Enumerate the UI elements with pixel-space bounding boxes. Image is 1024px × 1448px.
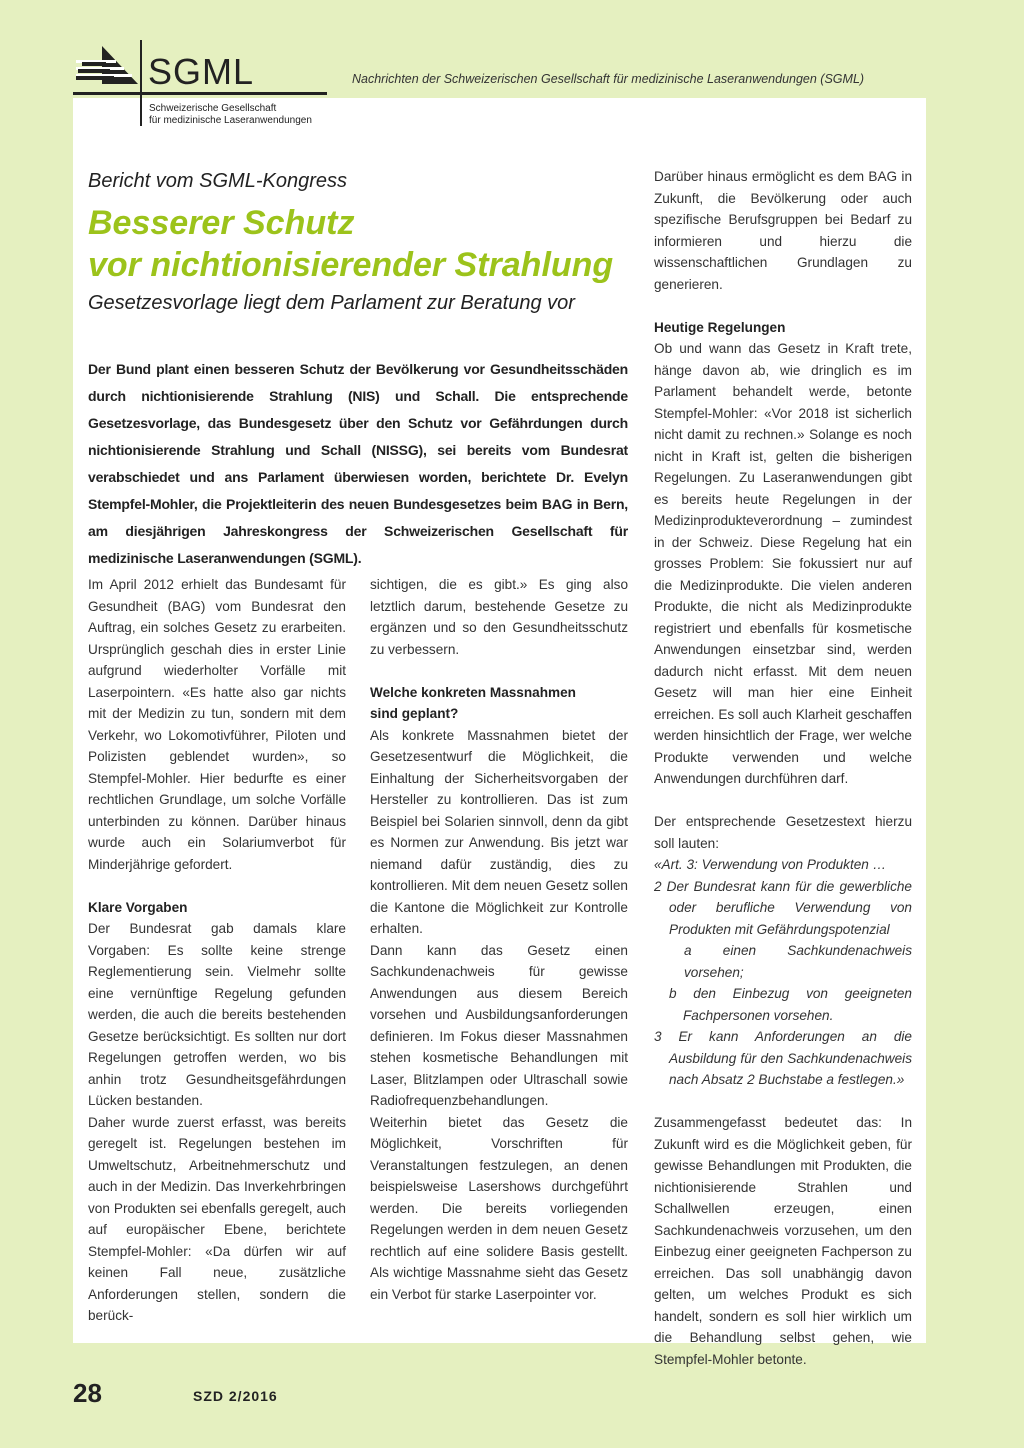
issue-label: SZD 2/2016: [193, 1388, 278, 1404]
headline-line-2: vor nichtionisierender Strahlung: [88, 246, 614, 284]
paragraph: Darüber hinaus ermöglicht es dem BAG in Zukunft, die Bevölkerung oder auch spezifische Berufsgruppen bei Bedarf zu informieren und hierzu die wissenschaftlichen Grundlagen zu generieren.: [654, 169, 912, 292]
paragraph: Zusammengefasst bedeutet das: In Zukunft wird es die Möglichkeit geben, für gewisse Behandlungen mit Produkten, die nichtionisierende Strahlen und Schallwellen erzeugen, einen Sachkundenachweis vorzusehen, um den Einbezug einer geeigneten Fachperson zu erreichen. Das soll unabhängig davon gelten, um welches Produkt es sich handelt, sondern es soll hier wirklich um die Behandlung selbst gehen, wie Stempfel-Mohler betonte.: [654, 1115, 912, 1367]
column-2: [370, 574, 628, 1305]
paragraph: sichtigen, die es gibt.» Es ging also letztlich darum, bestehende Gesetze zu ergänzen und so den Gesundheitsschutz zu verbessern.: [370, 577, 628, 657]
article-subtitle: Gesetzesvorlage liegt dem Parlament zur Beratung vor: [88, 292, 575, 314]
paragraph: Als konkrete Massnahmen bietet der Gesetzesentwurf die Möglichkeit, die Einhaltung der Sicherheitsvorgaben der Hersteller zu kontrollieren. Das ist zum Beispiel bei Solarien sinnvoll, denn da gibt es Normen zur Anwendung. Bis jetzt war niemand dafür zuständig, dies zu kontrollieren. Mit dem neuen Gesetz sollen die Kantone die Möglichkeit zur Kontrolle erhalten.: [370, 727, 628, 936]
logo-divider-vertical: [140, 40, 142, 126]
law-quote-line: a einen Sachkundenachweis vorsehen;: [684, 943, 912, 980]
logo-divider-horizontal: [73, 92, 327, 95]
section-heading-line-1: Welche konkreten Massnahmen: [370, 684, 576, 700]
article-kicker: Bericht vom SGML-Kongress: [88, 170, 347, 192]
page-number: 28: [73, 1378, 102, 1408]
law-quote-line: 2 Der Bundesrat kann für die gewerbliche oder berufliche Verwendung von Produkten mit Gefährdungspotenzial: [654, 878, 912, 937]
logo-subtitle-line-2: für medizinische Laseranwendungen: [149, 115, 312, 126]
headline-line-1: Besserer Schutz: [88, 204, 355, 242]
paragraph: Der Bundesrat gab damals klare Vorgaben: Es sollte keine strenge Reglementierung sein. Vielmehr sollte eine vernünftige Regelung gefunden werden, die auch die bereits bestehenden Gesetze berücksichtigt. Es sollten nur dort Regelungen getroffen werden, wo bis anhin trotz Gesundheitsgefährdungen Lücken bestanden.: [88, 921, 346, 1108]
paragraph: Daher wurde zuerst erfasst, was bereits geregelt ist. Regelungen bestehen im Umweltschutz, Arbeitnehmerschutz und auch in der Medizin. Das Inverkehrbringen von Produkten sei ebenfalls geregelt, auch auf europäischer Ebene, berichtete Stempfel-Mohler: «Da dürfen wir auf keinen Fall neue, zusätzliche Anforderungen stellen, sondern die berück-: [88, 1114, 346, 1323]
column-1: [88, 574, 346, 1327]
paragraph: Im April 2012 erhielt das Bundesamt für Gesundheit (BAG) vom Bundesrat den Auftrag, ein solches Gesetz zu erarbeiten. Ursprünglich geschah dies in erster Linie aufgrund wiederholter Vorfälle mit Laserpointern. «Es hatte also gar nichts mit der Medizin zu tun, sondern mit dem Verkehr, wo Lokomotivführer, Piloten und Polizisten geblendet wurden», so Stempfel-Mohler. Hier bedurfte es einer rechtlichen Grundlage, um solche Vorfälle unterbinden zu können. Darüber hinaus wurde auch ein Solariumverbot für Minderjährige gefordert.: [88, 577, 346, 872]
sgml-logo-icon: [76, 46, 138, 86]
paragraph: Der entsprechende Gesetzestext hierzu soll lauten:: [654, 814, 912, 851]
section-heading: [370, 682, 628, 725]
law-quote-line: «Art. 3: Verwendung von Produkten …: [654, 857, 887, 872]
column-3: [654, 166, 912, 1370]
law-quote-line: b den Einbezug von geeigneten Fachpersonen vorsehen.: [669, 986, 912, 1023]
article-lead: Der Bund plant einen besseren Schutz der Bevölkerung vor Gesundheitsschäden durch nichtionisierende Strahlung (NIS) und Schall. Die entsprechende Gesetzesvorlage, das Bundesgesetz über den Schutz vor Gefährdungen durch nichtionisierende Strahlung und Schall (NISSG), sei bereits vom Bundesrat verabschiedet und ans Parlament überwiesen worden, berichtete Dr. Evelyn Stempfel-Mohler, die Projektleiterin des neuen Bundesgesetzes beim BAG in Bern, am diesjährigen Jahreskongress der Schweizerischen Gesellschaft für medizinische Laseranwendungen (SGML).: [88, 361, 628, 566]
paragraph: Weiterhin bietet das Gesetz die Möglichkeit, Vorschriften für Veranstaltungen festzulegen, an denen beispielsweise Lasershows durchgeführt werden. Die bereits vorliegenden Regelungen werden in dem neuen Gesetz rechtlich auf eine solidere Basis gestellt. Als wichtige Massnahme sieht das Gesetz ein Verbot für starke Laserpointer vor.: [370, 1114, 628, 1302]
logo-text: SGML: [148, 51, 255, 92]
section-heading-line-2: sind geplant?: [370, 706, 459, 721]
paragraph: Ob und wann das Gesetz in Kraft trete, hänge davon ab, wie dringlich es im Parlament behandelt werde, betonte Stempfel-Mohler: «Vor 2018 ist sicherlich nicht damit zu rechnen.» Solange es noch nicht in Kraft ist, gelten die bisherigen Regelungen. Zu Laseranwendungen gibt es bereits heute Regelungen in der Medizinprodukteverordnung – zumindest in der Schweiz. Diese Regelung hat ein grosses Problem: Sie fokussiert nur auf die Medizinprodukte. Die vielen anderen Produkte, die nicht als Medizinprodukte registriert und ebenfalls für kosmetische Anwendungen einsetzbar sind, werden dadurch nicht erfasst. Mit dem neuen Gesetz will man hier eine Einheit erreichen. Es soll auch Klarheit geschaffen werden hinsichtlich der Frage, wer welche Produkte verwenden und welche Anwendungen durchführen darf.: [654, 341, 912, 786]
law-quote-line: 3 Er kann Anforderungen an die Ausbildung für den Sachkundenachweis nach Absatz 2 Buchstabe a festlegen.»: [654, 1029, 912, 1087]
header-tagline: Nachrichten der Schweizerischen Gesellschaft für medizinische Laseranwendungen (SGML): [352, 72, 865, 86]
paragraph: Dann kann das Gesetz einen Sachkundenachweis für gewisse Anwendungen aus diesem Bereich vorsehen und Ausbildungsanforderungen definieren. Im Fokus dieser Massnahmen stehen kosmetische Behandlungen mit Laser, Blitzlampen oder Ultraschall sowie Radiofrequenzbehandlungen.: [370, 942, 628, 1108]
article-headline: [88, 202, 613, 286]
section-heading: Klare Vorgaben: [88, 899, 188, 915]
logo-subtitle-line-1: Schweizerische Gesellschaft: [149, 103, 277, 114]
logo-subtitle: [149, 103, 312, 127]
section-heading: Heutige Regelungen: [654, 319, 786, 335]
